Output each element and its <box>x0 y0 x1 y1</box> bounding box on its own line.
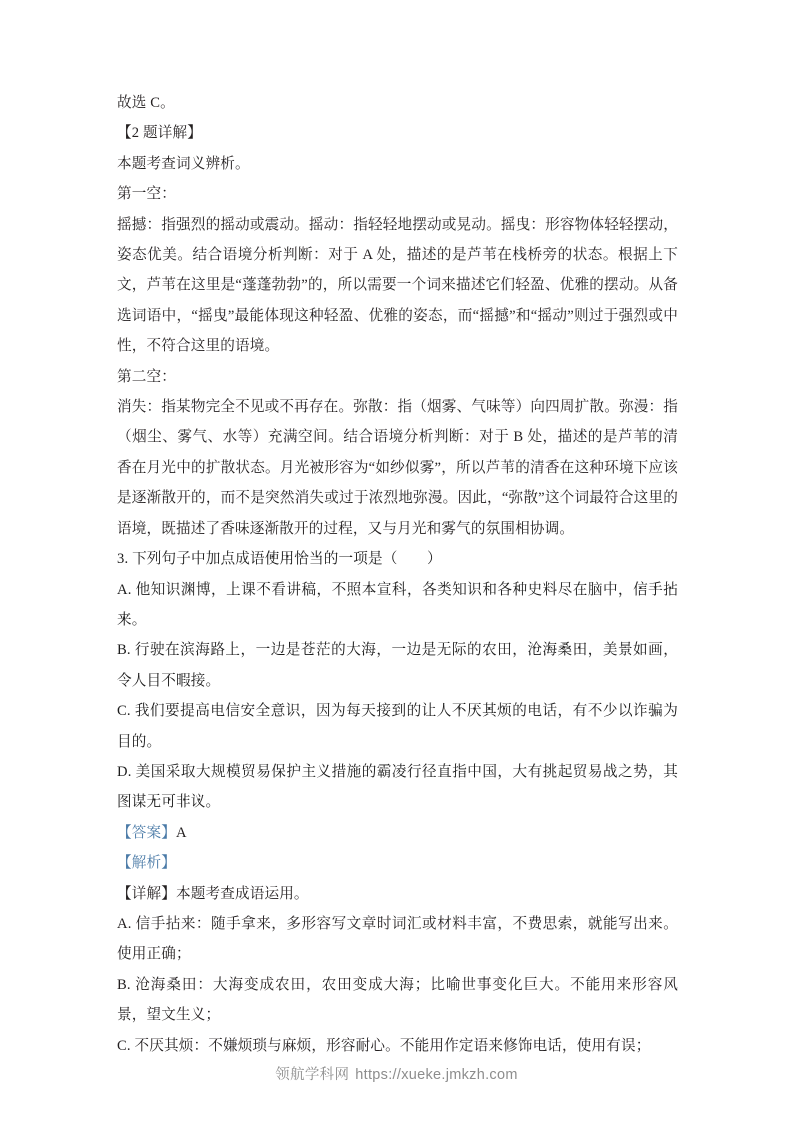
blank-2-label: 第二空： <box>117 368 176 385</box>
detail-item-a: A. 信手拈来：随手拿来，多形容写文章时词汇或材料丰富，不费思索，就能写出来。使用正确； <box>117 915 678 963</box>
footer-url: https://xueke.jmkzh.com <box>355 1067 518 1083</box>
option-a-text-after: 。 <box>131 611 147 628</box>
detail-item-c: C. 不厌其烦：不嫌烦琐与麻烦，形容耐心。不能用作定语来修饰电话，使用有误； <box>117 1037 651 1054</box>
option-b-emphasis: 沧海桑田 <box>527 642 588 659</box>
option-c-emphasis: 不厌其烦 <box>451 703 513 720</box>
option-a-emphasis: 信手拈来 <box>117 581 679 628</box>
analysis-row <box>117 848 678 878</box>
option-d-text-before: 美国采取大规模贸易保护主义措施的霸凌行径直指中国，大有挑起贸易战之势，其图谋 <box>117 763 678 811</box>
question-3-stem-after: 的一项是（ ） <box>323 551 442 568</box>
answer-row <box>117 818 678 848</box>
answer-value: A <box>175 824 187 841</box>
option-d-letter: D. <box>117 763 132 780</box>
question-2-intro: 本题考查词义辨析。 <box>117 155 250 172</box>
detail-label: 【详解】 <box>117 885 176 902</box>
question-3-stem <box>117 544 678 574</box>
footer-watermark <box>0 1063 793 1084</box>
option-d[interactable] <box>117 757 678 818</box>
option-b-text-before: 行驶在滨海路上，一边是苍茫的大海，一边是无际的农田， <box>134 642 528 659</box>
option-d-emphasis: 无可非议 <box>146 794 206 811</box>
conclusion-line: 故选 C。 <box>117 95 175 111</box>
blank-1-label: 第一空： <box>117 186 176 203</box>
option-b-letter: B. <box>117 642 131 659</box>
option-a-text-before: 他知识渊博，上课不看讲稿，不照本宣科，各类知识和各种史料尽在脑中， <box>135 581 634 598</box>
option-a-letter: A. <box>117 581 132 598</box>
option-b-text-after: ，美景如画，令人目不暇接。 <box>117 642 678 689</box>
question-3-number: 3. <box>117 551 129 568</box>
option-a[interactable] <box>117 575 678 636</box>
question-2-heading: 【2 题详解】 <box>117 125 202 142</box>
question-3-stem-before: 下列句子中加点成语 <box>132 551 265 568</box>
option-c[interactable] <box>117 696 678 757</box>
analysis-label: 【解析】 <box>117 855 176 872</box>
option-c-text-after: 的电话，有不少以诈骗为目的。 <box>117 703 678 750</box>
blank-2-explanation: 消失：指某物完全不见或不再存在。弥散：指（烟雾、气味等）向四周扩散。弥漫：指（烟尘、雾气、水等）充满空间。结合语境分析判断：对于 B 处，描述的是芦苇的清香在月光中的扩散状态。月光被形容为“如纱似雾”，所以芦苇的清香在这种环境下应该是逐渐散开的，而不是突然消失或过于浓烈地弥漫。因此，“弥散”这个词最符合这里的语境，既描述了香味逐渐散开的过程，又与月光和雾气的氛围相协调。 <box>117 399 678 537</box>
answer-label: 【答案】 <box>117 824 176 841</box>
option-b[interactable] <box>117 635 678 696</box>
detail-intro-text: 本题考查成语运用。 <box>175 885 309 902</box>
footer-site-name: 领航学科网 <box>275 1067 350 1083</box>
document-body <box>117 88 678 1061</box>
detail-intro-row <box>117 879 678 909</box>
option-c-text-before: 我们要提高电信安全意识，因为每天接到的让人 <box>134 703 452 720</box>
option-d-text-after: 。 <box>205 794 221 811</box>
blank-1-explanation: 摇撼：指强烈的摇动或震动。摇动：指轻轻地摆动或晃动。摇曳：形容物体轻轻摆动，姿态优美。结合语境分析判断：对于 A 处，描述的是芦苇在栈桥旁的状态。根据上下文，芦苇在这里是“蓬蓬勃勃”的，所以需要一个词来描述它们轻盈、优雅的摆动。从备选词语中，“摇曳”最能体现这种轻盈、优雅的姿态，而“摇撼”和“摇动”则过于强烈或中性，不符合这里的语境。 <box>117 216 678 355</box>
option-c-letter: C. <box>117 703 131 720</box>
detail-item-b: B. 沧海桑田：大海变成农田，农田变成大海；比喻世事变化巨大。不能用来形容风景，望文生义； <box>117 976 678 1024</box>
question-3-stem-emphasis: 使用恰当 <box>264 551 324 568</box>
